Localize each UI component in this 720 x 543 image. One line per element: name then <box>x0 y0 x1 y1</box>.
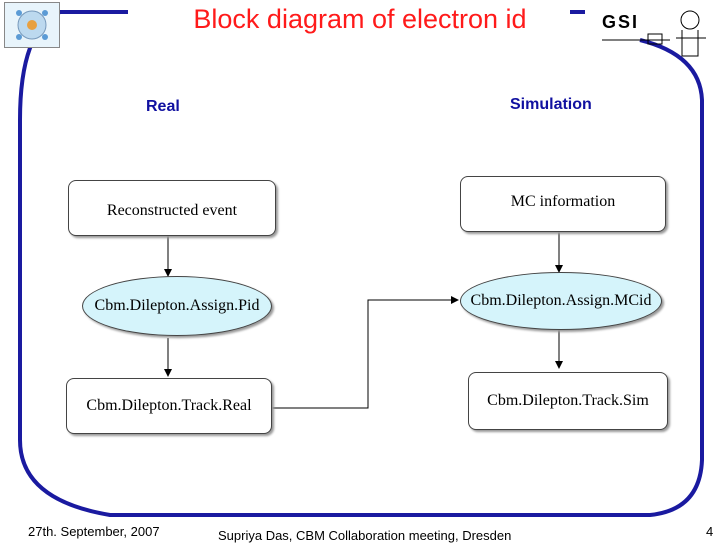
footer-page-number: 4 <box>706 524 714 539</box>
footer-date: 27th. September, 2007 <box>28 524 160 539</box>
node-mc-information-label: MC information <box>510 193 616 210</box>
node-mc-information <box>460 176 666 232</box>
node-track-real <box>66 378 272 434</box>
node-track-sim <box>468 372 668 430</box>
node-assign-mcid-label: Cbm.Dilepton.Assign.MCid <box>470 292 652 309</box>
node-reconstructed-event <box>68 180 276 236</box>
frame-border <box>20 12 702 515</box>
slide-title: Block diagram of electron id <box>193 4 527 34</box>
gsi-logo-text: GSI <box>602 12 640 32</box>
node-assign-pid <box>82 276 272 336</box>
node-track-real-label: Cbm.Dilepton.Track.Real <box>86 397 252 414</box>
heading-simulation: Simulation <box>510 96 592 113</box>
arrow-trackreal-mcid <box>270 300 458 408</box>
node-reconstructed-event-label: Reconstructed event <box>106 202 238 219</box>
node-track-sim-label: Cbm.Dilepton.Track.Sim <box>487 392 649 409</box>
node-assign-mcid <box>460 272 662 330</box>
footer-event: Supriya Das, CBM Collaboration meeting, Dresden <box>218 528 512 543</box>
heading-real: Real <box>146 98 180 115</box>
cbm-logo-icon <box>4 2 60 48</box>
node-assign-pid-label: Cbm.Dilepton.Assign.Pid <box>94 297 260 314</box>
gsi-logo-icon <box>598 6 718 62</box>
